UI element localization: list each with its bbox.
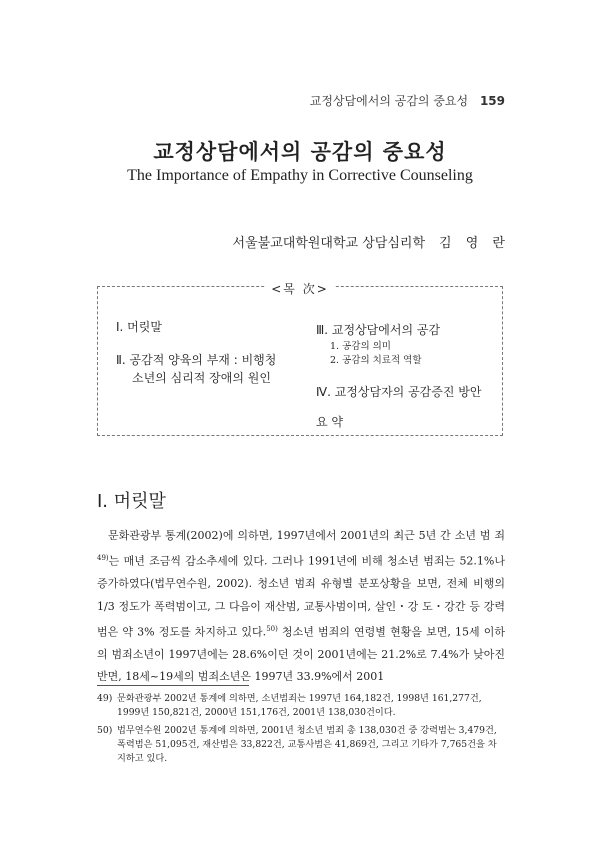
- toc-item-section4: Ⅳ. 교정상담자의 공감증진 방안: [316, 385, 482, 399]
- body-line: 전체 비행의 1/3 정도가 폭력범이고, 그 다음이 재산범, 교통사범이며, 살인・강: [97, 577, 505, 613]
- table-of-contents: [97, 282, 503, 436]
- toc-item-section3: Ⅲ. 교정상담에서의 공감: [316, 323, 441, 337]
- author-affiliation: 서울불교대학원대학교 상담심리학: [232, 236, 426, 251]
- paper-subtitle-english: The Importance of Empathy in Corrective Counseling: [127, 167, 473, 184]
- body-line: 문화관광부 통계(2002)에 의하면, 1997년에서 2001년의 최근 5년 간 소년 범: [108, 529, 491, 542]
- body-line: 는 매년 조금씩 감소추세에 있다. 그러나 1991년에 비해 청소년 범죄는: [108, 554, 456, 568]
- body-line: 현황을 보면, 15세 이하의 범죄소년이 1997년에는 28.6%이던 것이 2001년에는: [97, 625, 505, 661]
- toc-item-introduction: Ⅰ. 머릿말: [116, 320, 162, 334]
- toc-subitem-3-2: 2. 공감의 치료적 역할: [330, 355, 422, 366]
- author-name: 김 영 란: [439, 236, 510, 251]
- toc-heading-wrap: [98, 278, 502, 297]
- footnote-number: 49): [97, 693, 113, 704]
- footnote-50: [97, 724, 505, 766]
- footnote-ref-49[interactable]: 49): [97, 554, 109, 563]
- toc-heading: <목 次>: [265, 282, 335, 296]
- section-heading: Ⅰ. 머릿말: [97, 491, 166, 512]
- paper-title: 교정상담에서의 공감의 중요성: [153, 139, 447, 164]
- running-header-title: 교정상담에서의 공감의 중요성: [309, 94, 469, 108]
- body-line: 21.2%로 7.4%가 낮아진 반면, 18세~19세의 범죄소년은 1997년 33.9%에서 2001: [97, 647, 506, 684]
- page-number: 159: [479, 94, 505, 108]
- footnote-number: 50): [97, 725, 113, 736]
- toc-subitem-3-1: 1. 공감의 의미: [330, 341, 391, 352]
- running-header: [310, 92, 505, 109]
- body-text: [97, 525, 505, 688]
- body-paragraph: [97, 525, 505, 688]
- footnote-ref-50[interactable]: 50): [266, 624, 278, 633]
- footnote-text: 문화관광부 2002년 통계에 의하면, 소년범죄는 1997년 164,182건, 1998년 161,277건, 1999년 150,821건, 2000년 151,176건, 2001년 138,030건이다.: [117, 693, 482, 718]
- body-line: 청소년 범죄의 연령별: [277, 625, 386, 639]
- body-line: 52.1%나 증가하였다(법무연수원, 2002). 청소년 범죄 유형별 분포상황을 보면,: [97, 554, 506, 591]
- footnote-49: [97, 692, 505, 720]
- toc-item-section2-line2: 소년의 심리적 장애의 원인: [132, 371, 271, 385]
- body-line: 죄: [494, 529, 505, 542]
- footnote-text: 법무연수원 2002년 통계에 의하면, 2001년 청소년 범죄 총 138,030건 중 강력범는 3,479건, 폭력범은 51,095건, 재산범은 33,822건, 교통사범은 41,869건, 그리고 기타가 7,765건을 차지하고 있다.: [117, 725, 497, 764]
- toc-item-summary: 요 약: [316, 415, 343, 429]
- toc-item-section2-line1: Ⅱ. 공감적 양육의 부재 : 비행청: [116, 353, 277, 367]
- author-line: [233, 232, 510, 251]
- footnote-separator: [97, 685, 249, 686]
- body-line: 도・강간 등 강력범은 약 3% 정도를 차지하고 있다.: [97, 599, 505, 639]
